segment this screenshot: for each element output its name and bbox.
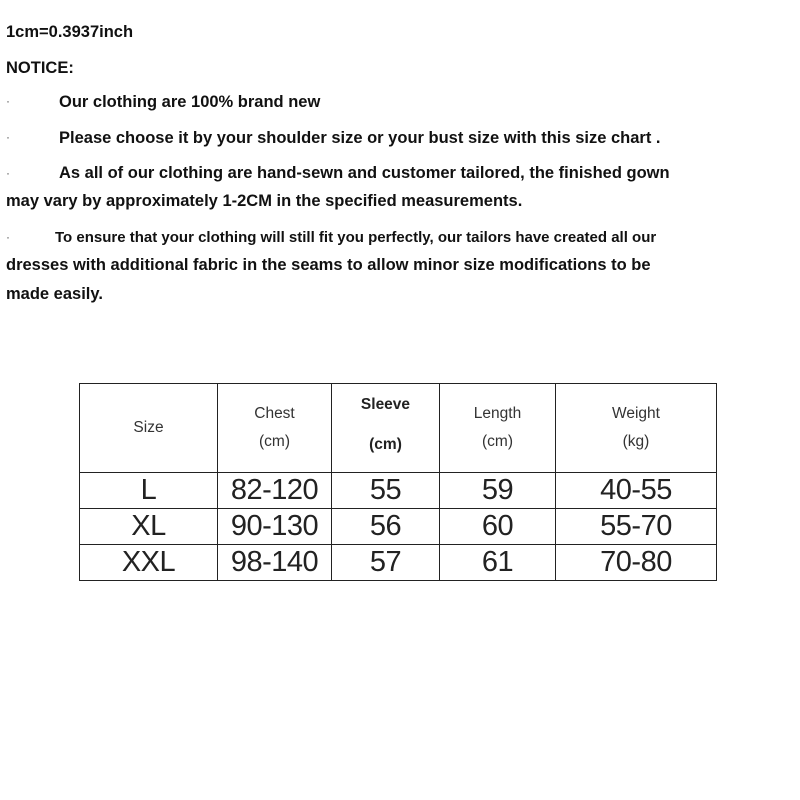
cell-size: L [80,473,218,509]
header-sleeve-unit: (cm) [369,436,402,453]
conversion-note: 1cm=0.3937inch [6,23,134,41]
cell-size: XXL [80,545,218,581]
header-weight [556,384,717,473]
table-row [80,509,717,545]
cell-chest: 82-120 [218,473,332,509]
bullet-4: · [6,230,10,244]
cell-chest: 98-140 [218,545,332,581]
notice-line-3a: As all of our clothing are hand-sewn and customer tailored, the finished gown [59,164,670,182]
cell-length: 61 [440,545,556,581]
notice-heading: NOTICE: [6,59,74,77]
header-size [80,384,218,473]
size-chart-table [79,383,717,581]
cell-chest: 90-130 [218,509,332,545]
notice-line-4b: dresses with additional fabric in the seams to allow minor size modifications to be [6,256,651,274]
notice-line-4c: made easily. [6,285,103,303]
cell-weight: 55-70 [556,509,717,545]
bullet-3: · [6,166,10,180]
cell-weight: 70-80 [556,545,717,581]
header-sleeve [332,384,440,473]
header-weight-unit: (kg) [622,433,650,450]
table-row [80,473,717,509]
header-sleeve-label: Sleeve [360,396,411,413]
bullet-1: · [6,94,10,108]
header-chest [218,384,332,473]
size-chart-header-row [80,384,717,473]
header-size-label: Size [133,419,164,436]
cell-length: 59 [440,473,556,509]
header-length [440,384,556,473]
cell-weight: 40-55 [556,473,717,509]
header-chest-label: Chest [254,405,295,422]
header-chest-unit: (cm) [259,433,290,450]
header-length-label: Length [473,405,522,422]
header-length-unit: (cm) [482,433,513,450]
notice-line-2: Please choose it by your shoulder size or your bust size with this size chart . [59,129,661,147]
header-weight-label: Weight [612,405,660,422]
notice-line-4a: To ensure that your clothing will still fit you perfectly, our tailors have created all our [55,229,657,246]
cell-sleeve: 55 [332,473,440,509]
notice-line-3b: may vary by approximately 1-2CM in the specified measurements. [6,192,523,210]
bullet-2: · [6,130,10,144]
notice-line-1: Our clothing are 100% brand new [59,93,321,111]
table-row [80,545,717,581]
cell-sleeve: 57 [332,545,440,581]
cell-size: XL [80,509,218,545]
cell-sleeve: 56 [332,509,440,545]
cell-length: 60 [440,509,556,545]
